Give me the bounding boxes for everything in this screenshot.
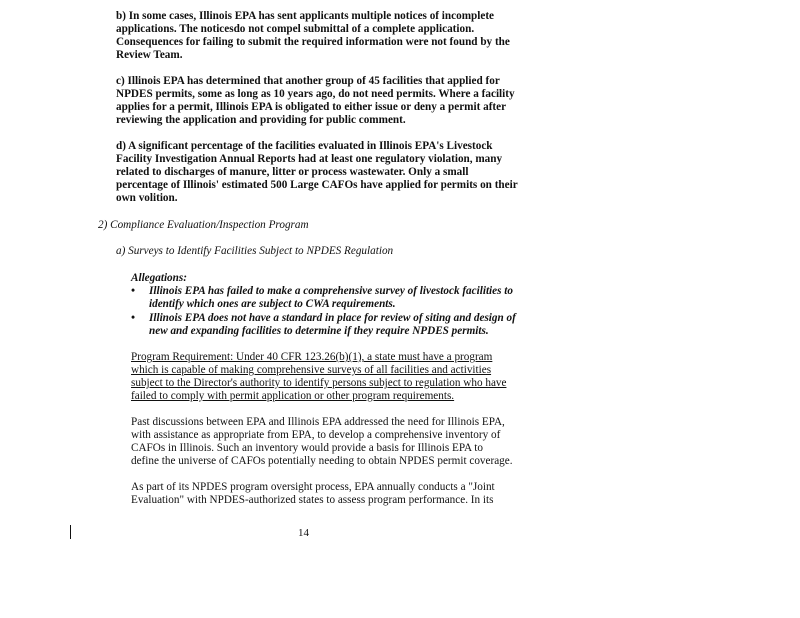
subsection-heading: a) Surveys to Identify Facilities Subject to NPDES Regulation: [116, 245, 394, 257]
program-requirement-line: Program Requirement: Under 40 CFR 123.26(b)(1), a state must have a program: [131, 351, 493, 363]
item-d-line: percentage of Illinois' estimated 500 Large CAFOs have applied for permits on their: [116, 179, 518, 191]
past-discussions-line: with assistance as appropriate from EPA, to develop a comprehensive inventory of: [131, 429, 501, 441]
oversight-line: As part of its NPDES program oversight process, EPA annually conducts a "Joint: [131, 481, 495, 493]
allegation-line: new and expanding facilities to determine if they require NPDES permits.: [149, 325, 489, 337]
program-requirement-paragraph: [131, 351, 506, 403]
oversight-paragraph: [131, 481, 495, 507]
item-c-line: reviewing the application and providing for public comment.: [116, 114, 406, 126]
section-heading: 2) Compliance Evaluation/Inspection Program: [98, 219, 309, 231]
item-c-line: applies for a permit, Illinois EPA is obligated to either issue or deny a permit after: [116, 101, 507, 113]
item-d-line: own volition.: [116, 192, 178, 204]
allegation-line: identify which ones are subject to CWA requirements.: [149, 298, 396, 310]
item-b-paragraph: [116, 10, 510, 62]
item-d-line: related to discharges of manure, litter or process wastewater. Only a small: [116, 166, 469, 178]
past-discussions-paragraph: [131, 416, 513, 468]
allegations-label: Allegations:: [131, 272, 187, 284]
item-b-line: applications. The noticesdo not compel submittal of a complete application.: [116, 23, 475, 35]
bullet-icon: •: [131, 312, 135, 324]
allegation-line: Illinois EPA has failed to make a comprehensive survey of livestock facilities to: [149, 285, 513, 297]
program-requirement-line: subject to the Director's authority to identify persons subject to regulation who have: [131, 377, 507, 389]
program-requirement-line: which is capable of making comprehensive surveys of all facilities and activities: [131, 364, 492, 376]
program-requirement-line: failed to comply with permit application or other program requirements.: [131, 390, 455, 402]
item-c-paragraph: [116, 75, 515, 127]
item-b-line: Consequences for failing to submit the required information were not found by the: [116, 36, 510, 48]
margin-bar: [70, 525, 71, 539]
allegation-line: Illinois EPA does not have a standard in place for review of siting and design of: [149, 312, 516, 324]
bullet-icon: •: [131, 285, 135, 297]
item-d-line: Facility Investigation Annual Reports had at least one regulatory violation, many: [116, 153, 503, 165]
past-discussions-line: Past discussions between EPA and Illinois EPA addressed the need for Illinois EPA,: [131, 416, 505, 428]
past-discussions-line: define the universe of CAFOs potentially needing to obtain NPDES permit coverage.: [131, 455, 513, 467]
item-b-line: Review Team.: [116, 49, 183, 61]
item-d-paragraph: [116, 140, 518, 205]
oversight-line: Evaluation" with NPDES-authorized states to assess program performance. In its: [131, 494, 494, 506]
past-discussions-line: CAFOs in Illinois. Such an inventory would provide a basis for Illinois EPA to: [131, 442, 483, 454]
item-b-line: b) In some cases, Illinois EPA has sent applicants multiple notices of incomplete: [116, 10, 495, 22]
item-c-line: NPDES permits, some as long as 10 years ago, do not need permits. Where a facility: [116, 88, 515, 100]
page-number: 14: [298, 527, 309, 539]
item-d-line: d) A significant percentage of the facilities evaluated in Illinois EPA's Livestock: [116, 140, 493, 152]
item-c-line: c) Illinois EPA has determined that another group of 45 facilities that applied for: [116, 75, 500, 87]
